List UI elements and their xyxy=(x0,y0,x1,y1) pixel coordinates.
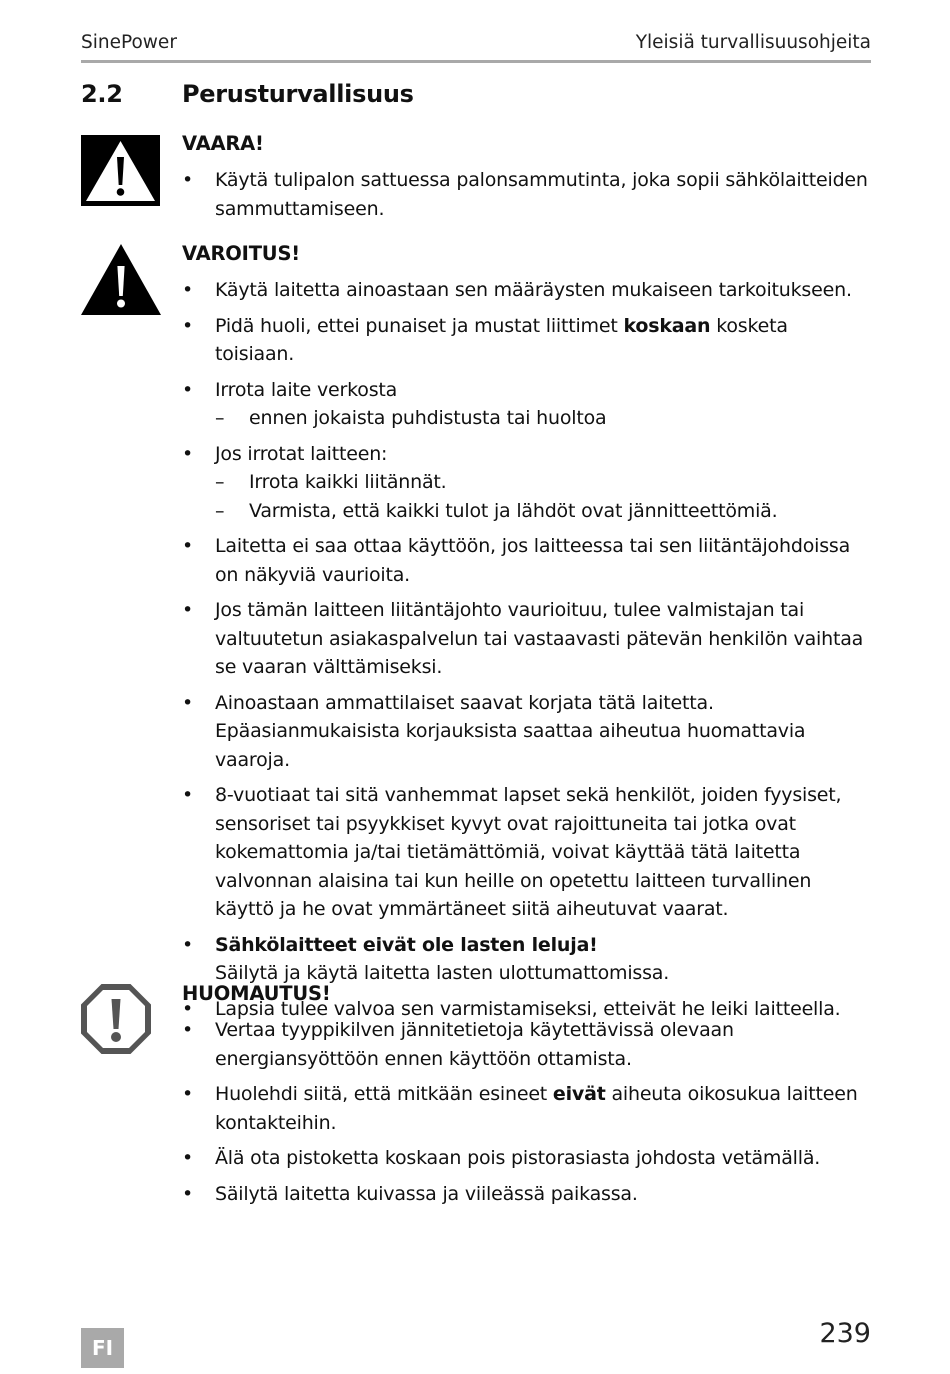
notice-item: • Säilytä laitetta kuivassa ja viileässä paikassa. xyxy=(182,1180,871,1209)
warning-item: • Jos tämän laitteen liitäntäjohto vaurioituu, tulee valmistajan tai valtuutetun asiakaspalvelun tai vastaavasti pätevän henkilön vaihtaa se vaaran välttämiseksi. xyxy=(182,596,871,682)
warning-item: • Lapsia tulee valvoa sen varmistamiseksi, etteivät he leiki laitteella. xyxy=(182,995,871,1024)
danger-block xyxy=(182,131,871,230)
header-chapter: Yleisiä turvallisuusohjeita xyxy=(635,32,871,53)
warning-signal-word: VAROITUS! xyxy=(182,242,300,265)
warning-item: • Sähkölaitteet eivät ole lasten leluja! Säilytä ja käytä laitetta lasten ulottumattomissa. xyxy=(182,931,871,988)
warning-item: • Laitetta ei saa ottaa käyttöön, jos laitteessa tai sen liitäntäjohdoissa on näkyviä vaurioita. xyxy=(182,532,871,589)
notice-item: • Älä ota pistoketta koskaan pois pistorasiasta johdosta vetämällä. xyxy=(182,1144,871,1173)
section-number: 2.2 xyxy=(81,80,123,108)
header-rule xyxy=(81,60,871,63)
emphasis-text: eivät xyxy=(552,1083,606,1105)
warning-triangle-icon xyxy=(81,244,161,315)
running-header xyxy=(81,32,871,58)
warning-item: • 8-vuotiaat tai sitä vanhemmat lapset sekä henkilöt, joiden fyysiset, sensoriset tai psyykkiset kyvyt ovat rajoittuneita tai jotka ovat kokemattomia ja/tai tietämättömiä, voivat käyttää tätä laitetta valvonnan alaisina tai kun heille on opetettu laitteen turvallinen käyttö ja he ovat ymmärtäneet siitä aiheutuvat vaarat. xyxy=(182,781,871,924)
sub-item: – Irrota kaikki liitännät. xyxy=(215,468,871,497)
notice-block xyxy=(182,981,871,1215)
page-number: 239 xyxy=(819,1318,871,1349)
notice-signal-word: HUOMAUTUS! xyxy=(182,982,331,1005)
warning-item: • Käytä laitetta ainoastaan sen määräysten mukaiseen tarkoitukseen. xyxy=(182,276,871,305)
warning-triangle-boxed-icon xyxy=(81,135,160,206)
warning-item: • Ainoastaan ammattilaiset saavat korjata tätä laitetta. Epäasianmukaisista korjauksista saattaa aiheutua huomattavia vaaroja. xyxy=(182,689,871,775)
notice-item: • Huolehdi siitä, että mitkään esineet eivät aiheuta oikosukua laitteen kontakteihin. xyxy=(182,1080,871,1137)
emphasis-text: koskaan xyxy=(623,314,711,337)
warning-item: • Jos irrotat laitteen: – Irrota kaikki liitännät. – Varmista, että kaikki tulot ja lähdöt ovat jännitteettömiä. xyxy=(182,440,871,526)
sub-item: – ennen jokaista puhdistusta tai huoltoa xyxy=(215,404,871,433)
sub-item: – Varmista, että kaikki tulot ja lähdöt ovat jännitteettömiä. xyxy=(215,497,871,526)
header-brand: SinePower xyxy=(81,32,177,53)
danger-item: • Käytä tulipalon sattuessa palonsammutinta, joka sopii sähkölaitteiden sammuttamiseen. xyxy=(182,166,871,223)
warning-item: • Pidä huoli, ettei punaiset ja mustat liittimet koskaan kosketa toisiaan. xyxy=(182,312,871,369)
language-tab: FI xyxy=(81,1328,124,1368)
octagon-exclamation-icon xyxy=(81,984,151,1054)
section-title: Perusturvallisuus xyxy=(182,80,414,108)
warning-item: • Irrota laite verkosta – ennen jokaista puhdistusta tai huoltoa xyxy=(182,376,871,433)
emphasis-text: Sähkölaitteet eivät ole lasten leluja! xyxy=(215,933,598,956)
danger-signal-word: VAARA! xyxy=(182,132,264,155)
warning-block xyxy=(182,241,871,1030)
notice-item: • Vertaa tyyppikilven jännitetietoja käytettävissä olevaan energiansyöttöön ennen käyttöön ottamista. xyxy=(182,1016,871,1073)
